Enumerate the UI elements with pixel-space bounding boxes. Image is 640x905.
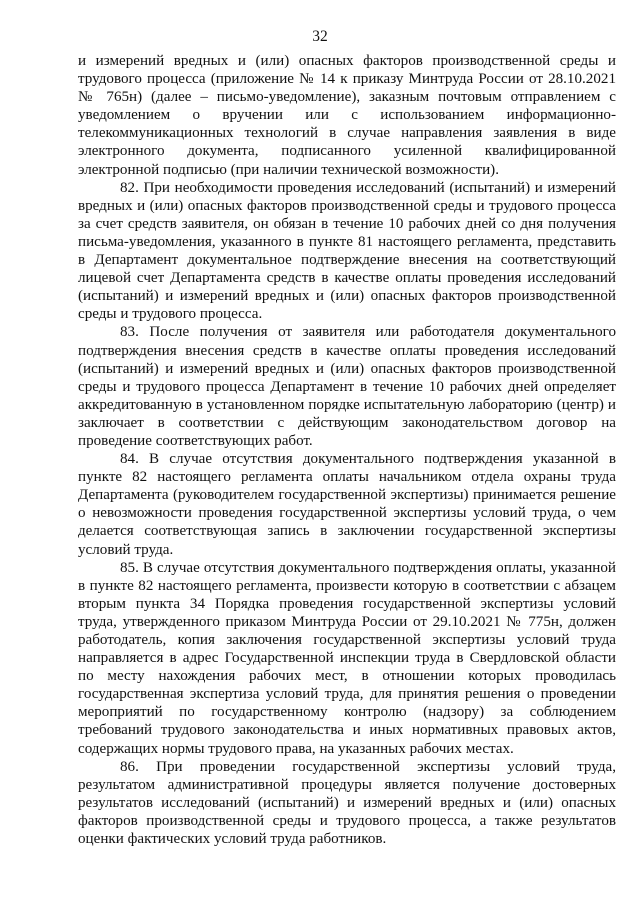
paragraph-82: 82. При необходимости проведения исследований (испытаний) и измерений вредных и (или) опасных факторов производственной среды и трудового процесса за счет средств заявителя, он обязан в течение 10 рабочих дней со дня получения письма-уведомления, указанного в пункте 81 настоящего регламента, представить в Департамент документальное подтверждение внесения на соответствующий лицевой счет Департамента средств в качестве оплаты проведения исследований (испытаний) и измерений вредных и (или) опасных факторов производственной среды и трудового процесса. — [78, 179, 616, 323]
paragraph-85: 85. В случае отсутствия документального подтверждения оплаты, указанной в пункте 82 настоящего регламента, произвести которую в соответствии с абзацем вторым пункта 34 Порядка проведения государственной экспертизы условий труда, утвержденного приказом Минтруда России от 29.10.2021 № 775н, должен работодатель, копия заключения государственной экспертизы условий труда направляется в адрес Государственной инспекции труда в Свердловской области по месту нахождения рабочих мест, в отношении которых проводилась государственная экспертиза условий труда, для принятия решения о проведении мероприятий по государственному контролю (надзору) за соблюдением требований трудового законодательства и иных нормативных правовых актов, содержащих нормы трудового права, на указанных рабочих местах. — [78, 559, 616, 757]
page-number: 32 — [312, 28, 328, 45]
paragraph-continuation: и измерений вредных и (или) опасных факторов производственной среды и трудового процесса (приложение № 14 к приказу Минтруда России от 28.10.2021 № 765н) (далее – письмо-уведомление), заказным почтовым отправлением с уведомлением о вручении или с использованием информационно-телекоммуникационных технологий в случае направления заявления в виде электронного документа, подписанного усиленной квалифицированной электронной подписью (при наличии технической возможности). — [78, 53, 616, 178]
document-body — [78, 52, 616, 848]
paragraph-84: 84. В случае отсутствия документального подтверждения указанной в пункте 82 настоящего регламента оплаты начальником отдела охраны труда Департамента (руководителем государственной экспертизы) принимается решение о невозможности проведения государственной экспертизы условий труда, о чем делается соответствующая запись в заключении государственной экспертизы условий труда. — [78, 451, 616, 558]
paragraph-86: 86. При проведении государственной экспертизы условий труда, результатом административной процедуры является получение достоверных результатов исследований (испытаний) и измерений вредных и (или) опасных факторов производственной среды и трудового процесса, а также результатов оценки фактических условий труда работников. — [78, 758, 616, 848]
paragraph-83: 83. После получения от заявителя или работодателя документального подтверждения внесения средств в качестве оплаты проведения исследований (испытаний) и измерений вредных и (или) опасных факторов производственной среды и трудового процесса Департамент в течение 10 рабочих дней определяет аккредитованную в установленном порядке испытательную лабораторию (центр) и заключает в соответствии с действующим законодательством договор на проведение соответствующих работ. — [78, 324, 616, 449]
